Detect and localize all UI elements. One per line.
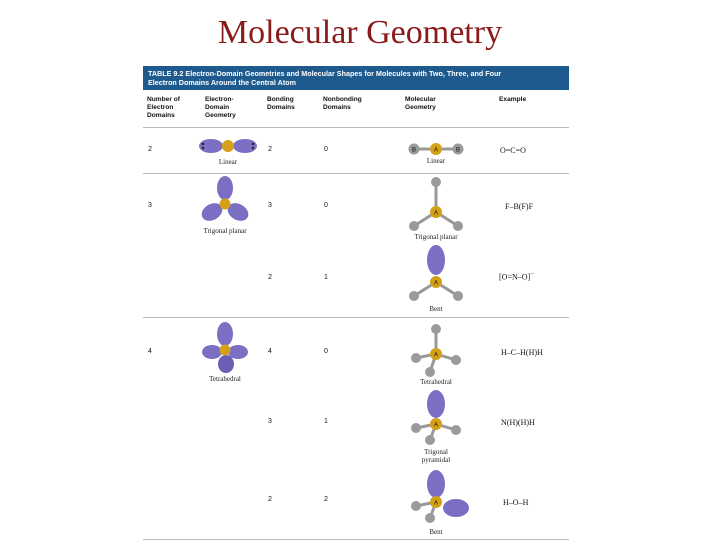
- row6-nonbonding: 2: [324, 496, 328, 503]
- row4-bonding: 4: [268, 348, 272, 355]
- col-bonding-domains: Bonding Domains: [267, 96, 295, 111]
- svg-text:A: A: [433, 500, 439, 507]
- svg-text:A: A: [433, 210, 439, 217]
- table-label: TABLE 9.2: [148, 69, 184, 78]
- row1-molecular-geometry: Linear: [426, 157, 446, 165]
- row1-bonding: 2: [268, 146, 272, 153]
- row1-nonbonding: 0: [324, 146, 328, 153]
- no2-example: [O=N–O]−: [499, 271, 534, 282]
- svg-text:A: A: [433, 422, 439, 429]
- ch4-example: H–C–H(H)H: [501, 348, 543, 357]
- table-title-line2: Electron Domains Around the Central Atom: [148, 78, 297, 87]
- col-nonbonding-domains: Nonbonding Domains: [323, 96, 362, 111]
- row6-bonding: 2: [268, 496, 272, 503]
- trigonal-planar-electron-geometry-model: [200, 176, 250, 226]
- atom-b-label: B: [411, 147, 417, 154]
- table-header: [143, 66, 569, 90]
- row3-bonding: 2: [268, 274, 272, 281]
- atom-a-label: A: [433, 147, 439, 154]
- col-electron-domains: Number of Electron Domains: [147, 96, 180, 119]
- row4-electron-domains: 4: [148, 348, 152, 355]
- col-electron-geometry: Electron- Domain Geometry: [205, 96, 236, 119]
- bent-tetrahedral-molecular-model: [406, 470, 472, 526]
- svg-text:A: A: [433, 280, 439, 287]
- row4-molecular-geometry: Tetrahedral: [420, 378, 452, 386]
- row1-electron-geometry: Linear: [218, 158, 238, 166]
- trigonal-pyramidal-molecular-model: [406, 390, 466, 446]
- row2-nonbonding: 0: [324, 202, 328, 209]
- row2-molecular-geometry: Trigonal planar: [414, 233, 458, 241]
- row-divider: [143, 317, 569, 318]
- row2-bonding: 3: [268, 202, 272, 209]
- nh3-example: N(H)(H)H: [501, 418, 535, 427]
- svg-text:A: A: [433, 352, 439, 359]
- bf3-example: F–B(F)F: [505, 202, 534, 211]
- header-divider: [143, 127, 569, 128]
- row5-bonding: 3: [268, 418, 272, 425]
- row1-electron-domains: 2: [148, 146, 152, 153]
- co2-example: O=C=O: [500, 146, 526, 155]
- slide-title: Molecular Geometry: [217, 14, 503, 51]
- linear-molecular-model: [406, 142, 466, 156]
- table-title-line1: Electron-Domain Geometries and Molecular Shapes for Molecules with Two, Three, and Four: [185, 69, 502, 78]
- col-example: Example: [499, 96, 527, 103]
- row4-nonbonding: 0: [324, 348, 328, 355]
- row3-nonbonding: 1: [324, 274, 328, 281]
- tetrahedral-molecular-model: [406, 324, 466, 378]
- bent-trigonal-molecular-model: [406, 244, 466, 306]
- col-molecular-geometry: Molecular Geometry: [405, 96, 436, 111]
- h2o-example: H–O–H: [503, 498, 529, 507]
- trigonal-planar-molecular-model: [406, 176, 466, 232]
- row4-electron-geometry: Tetrahedral: [209, 375, 241, 383]
- tetrahedral-electron-geometry-model: [200, 322, 250, 374]
- row3-molecular-geometry: Bent: [429, 305, 443, 313]
- linear-electron-geometry-model: [198, 134, 258, 158]
- row5-nonbonding: 1: [324, 418, 328, 425]
- geometry-table: [143, 66, 569, 540]
- row5-molecular-geometry: Trigonal pyramidal: [421, 448, 451, 464]
- atom-b-label: B: [455, 147, 461, 154]
- row6-molecular-geometry: Bent: [429, 528, 443, 536]
- row2-electron-geometry: Trigonal planar: [203, 227, 247, 235]
- row2-electron-domains: 3: [148, 202, 152, 209]
- row-divider: [143, 173, 569, 174]
